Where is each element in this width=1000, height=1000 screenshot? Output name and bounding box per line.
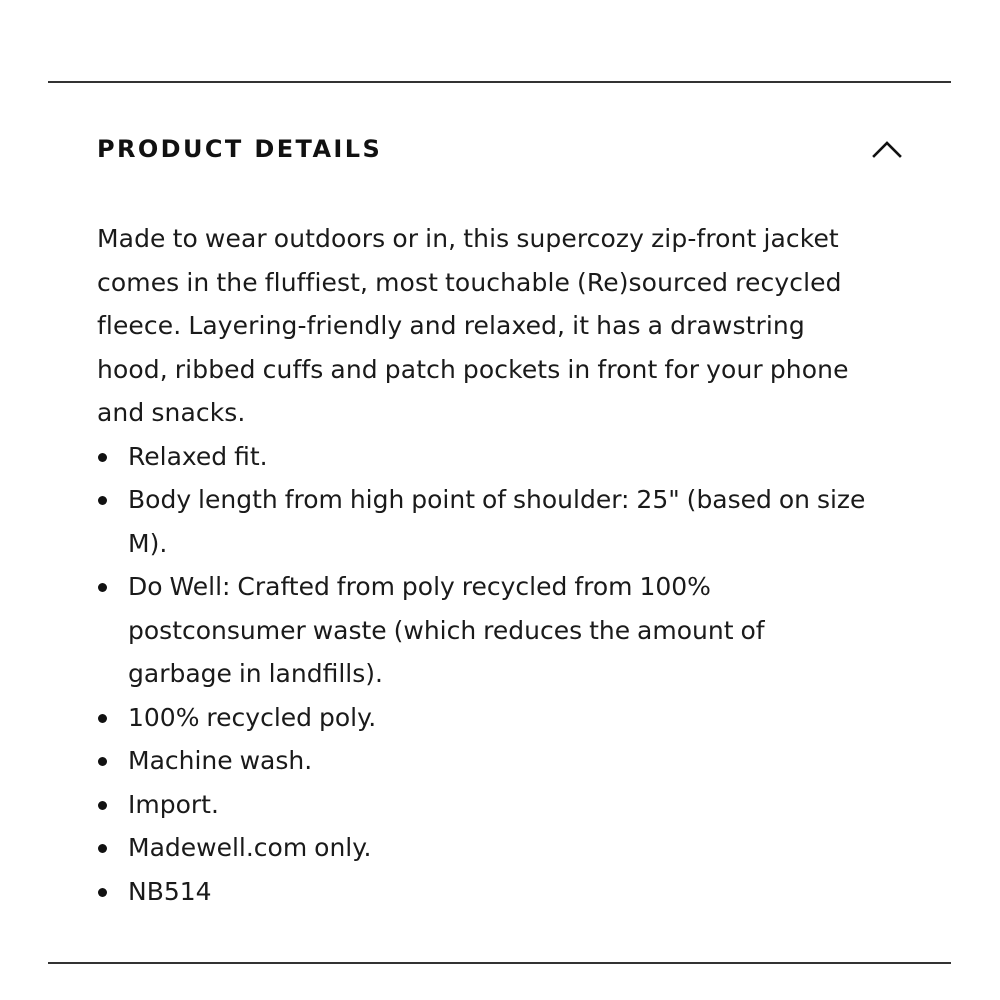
section-divider-bottom [48,962,951,964]
bullet-icon [98,453,107,462]
list-item [97,826,867,870]
product-details-list [97,435,867,914]
list-item [97,783,867,827]
product-description: Made to wear outdoors or in, this supercozy zip-front jacket comes in the fluffiest, most touchable (Re)sourced recycled fleece. Layering-friendly and relaxed, it has a drawstring hood, ribbed cuffs and patch pockets in front for your phone and snacks. [97,224,849,427]
list-item [97,696,867,740]
list-item-text: Madewell.com only. [128,833,372,862]
accordion-title: PRODUCT DETAILS [97,135,383,163]
accordion-content [97,217,867,913]
list-item [97,478,867,565]
list-item [97,565,867,696]
list-item-text: Body length from high point of shoulder: 25" (based on size M). [128,485,866,558]
product-details-accordion-toggle[interactable] [48,83,951,213]
bullet-icon [98,757,107,766]
list-item-text: 100% recycled poly. [128,702,377,732]
bullet-icon [98,801,107,810]
list-item [97,435,867,479]
list-item-text: Import. [128,789,219,819]
list-item [97,870,867,914]
bullet-icon [98,888,107,897]
bullet-icon [98,844,107,853]
bullet-icon [98,583,107,592]
list-item-text: Do Well: Crafted from poly recycled from 100% postconsumer waste (which reduces the amount of garbage in landfills). [128,572,765,688]
list-item [97,739,867,783]
list-item-text: NB514 [128,876,212,906]
bullet-icon [98,496,107,505]
bullet-icon [98,714,107,723]
chevron-up-icon[interactable] [872,139,902,159]
list-item-text: Relaxed fit. [128,441,268,471]
list-item-text: Machine wash. [128,746,313,775]
